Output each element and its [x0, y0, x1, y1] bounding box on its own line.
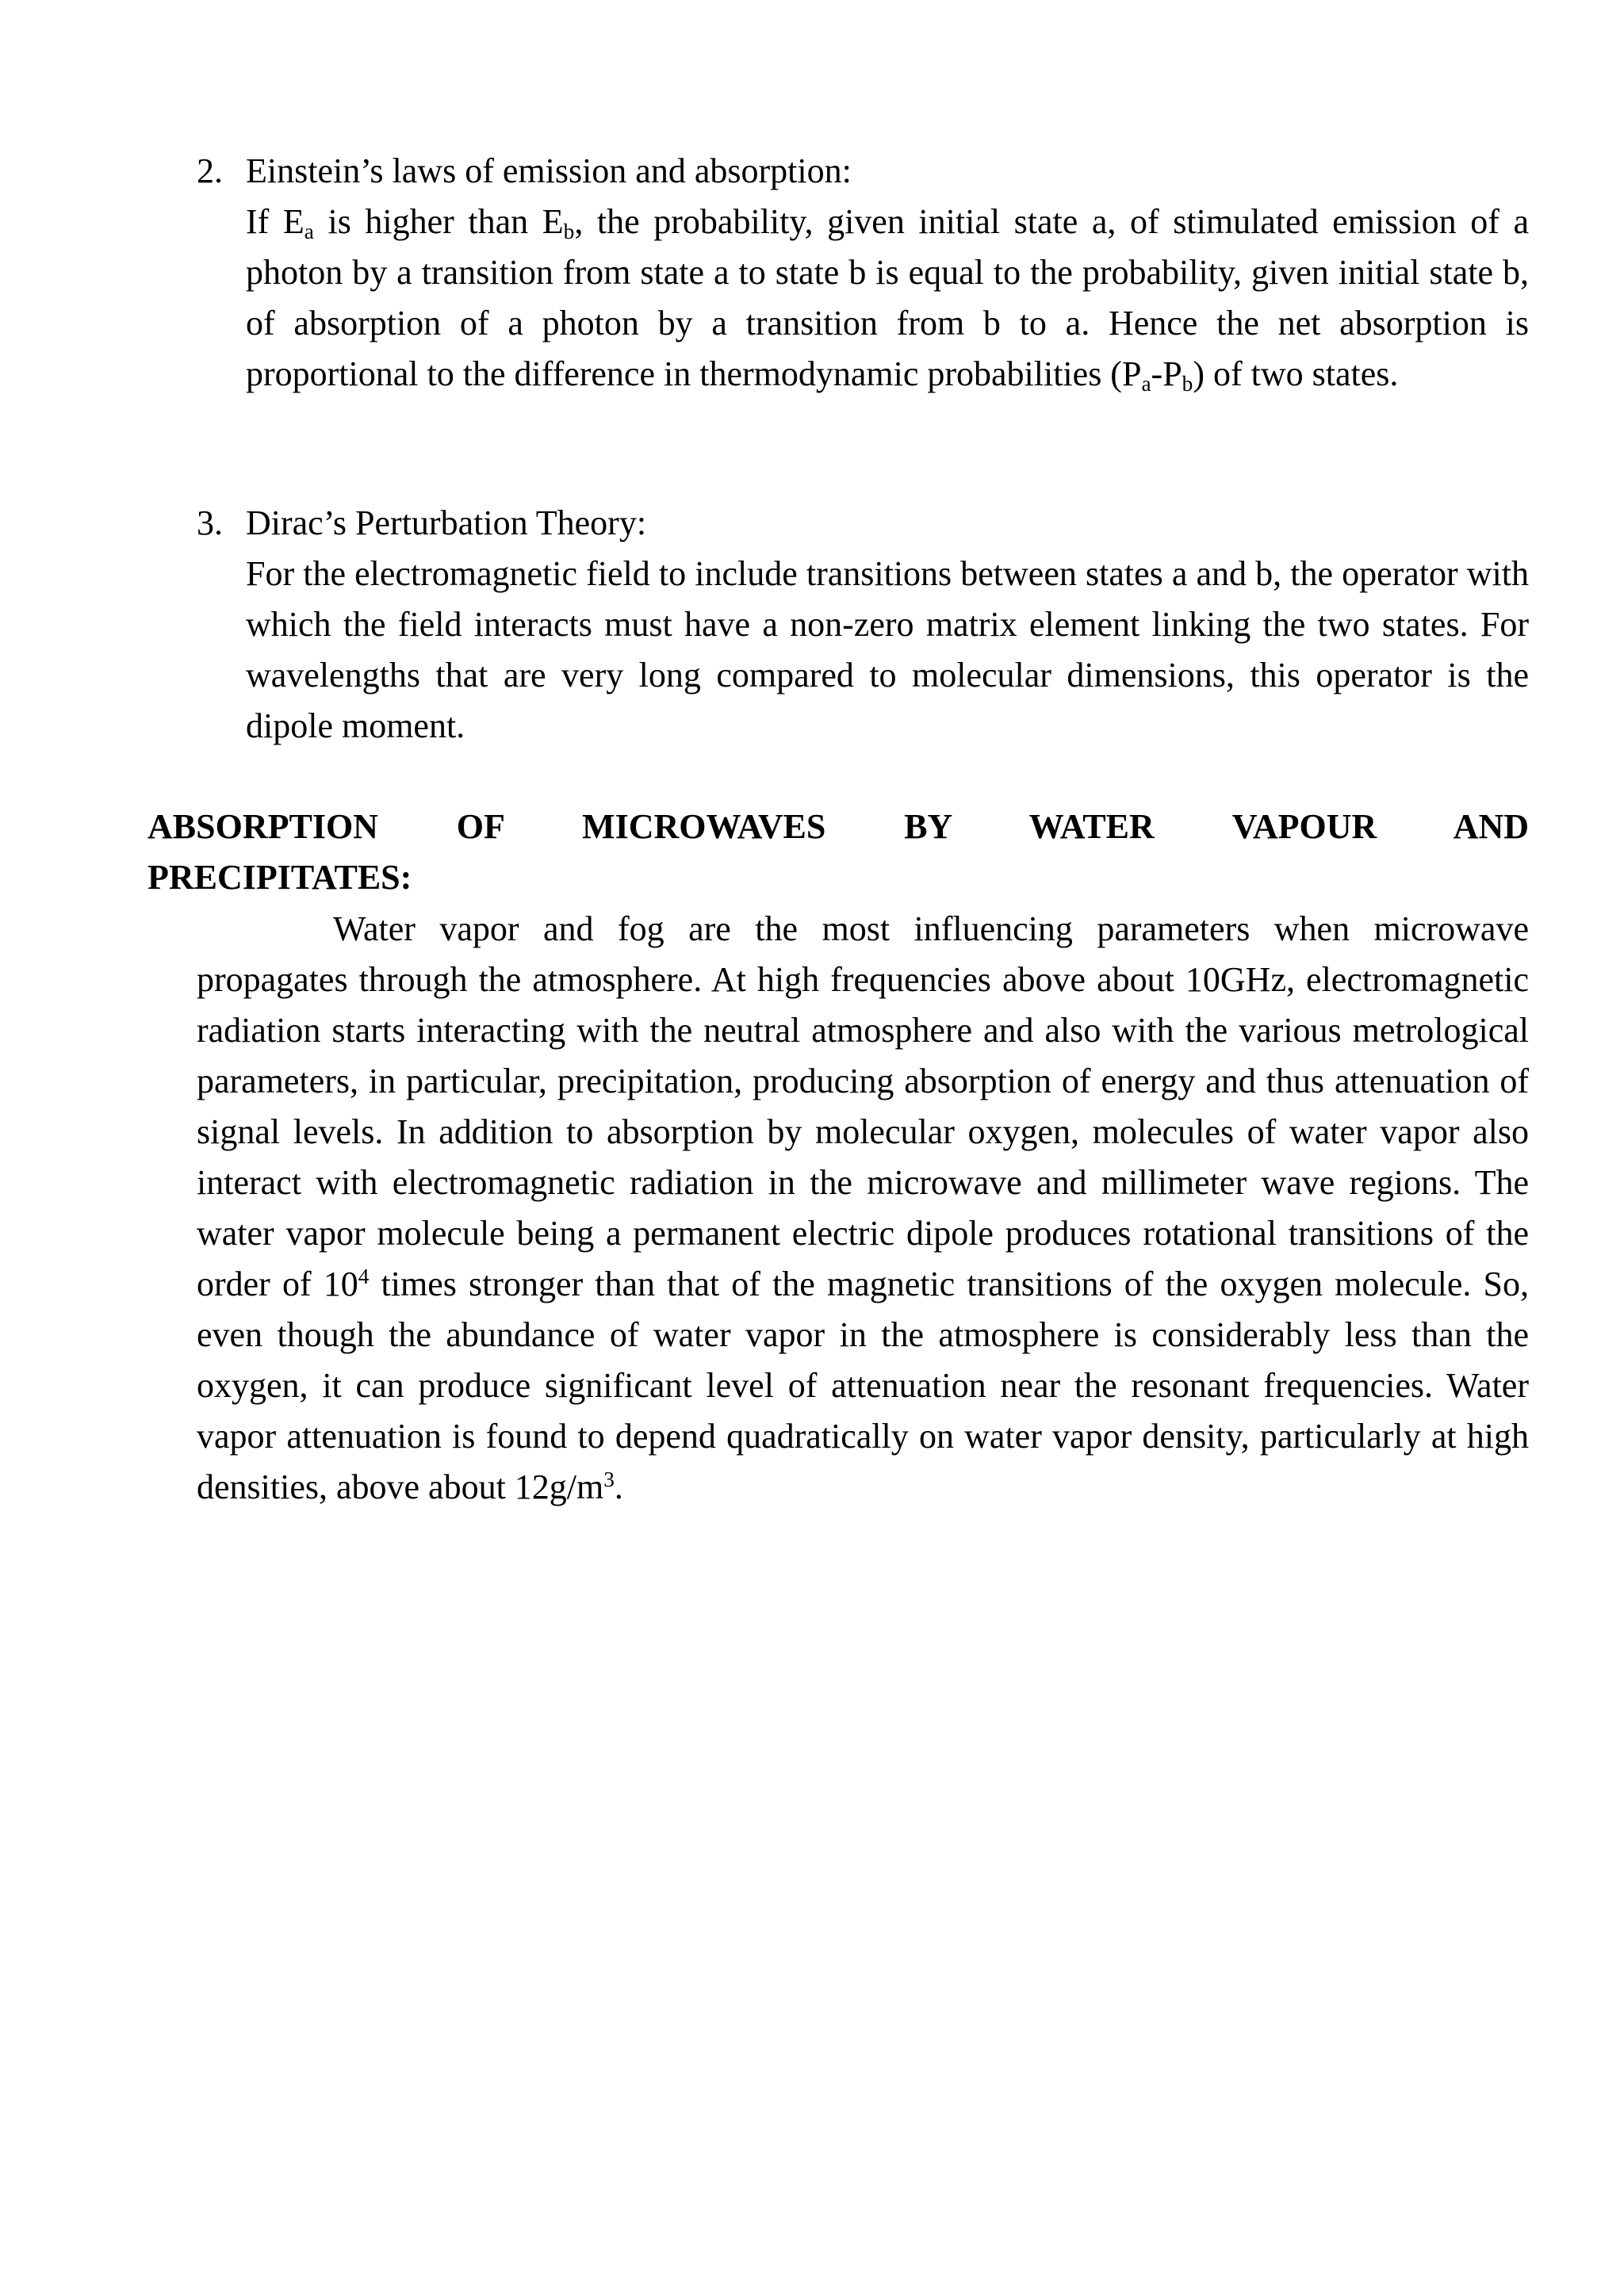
section-heading-line-1: ABSORPTION OF MICROWAVES BY WATER VAPOUR AND — [147, 807, 1529, 846]
text-segment: ) of two states. — [1193, 354, 1399, 393]
text-segment: times stronger than that of the magnetic transitions of the oxygen molecule. So, even though the abundance of water vapor in the atmosphere is considerably less than the oxygen, it can produce significant level of attenuation near the resonant frequencies. Water vapor attenuation is found to depend quadratically on water vapor density, particularly at high densities, above about 12g/m — [197, 1265, 1529, 1506]
text-segment: is higher than E — [313, 202, 564, 241]
subscript: b — [563, 219, 575, 243]
list-item-title: Einstein’s laws of emission and absorption: — [246, 151, 852, 190]
superscript: 3 — [603, 1468, 615, 1491]
section-heading-line-2: PRECIPITATES: — [147, 858, 412, 897]
section-heading — [147, 802, 1529, 903]
list-number: 2. — [197, 151, 223, 190]
superscript: 4 — [358, 1265, 370, 1288]
body-paragraph — [197, 904, 1529, 1513]
list-item-einstein-laws — [197, 146, 1529, 400]
subscript: a — [1141, 371, 1151, 396]
list-item-content — [246, 146, 1529, 400]
text-segment: Water vapor and fog are the most influencing parameters when microwave propagates through the atmosphere. At high frequencies above about 10GHz, electromagnetic radiation starts interacting with the neutral atmosphere and also with the various metrological parameters, in particular, precipitation, producing absorption of energy and thus attenuation of signal levels. In addition to absorption by molecular oxygen, molecules of water vapor also interact with electromagnetic radiation in the microwave and millimeter wave regions. The water vapor molecule being a permanent electric dipole produces rotational transitions of the order of 10 — [197, 909, 1529, 1303]
text-segment: If E — [246, 202, 304, 241]
subscript: a — [304, 219, 314, 243]
text-segment: , the probability, given initial state a, of stimulated emission of a photon by a transition from state a to state b is equal to the probability, given initial state b, of absorption of a photon by a transition from b to a. Hence the net absorption is proportional to the difference in thermodynamic probabilities (P — [246, 202, 1529, 393]
list-item-body: For the electromagnetic field to include transitions between states a and b, the operator with which the field interacts must have a non-zero matrix element linking the two states. For wavelengths that are very long compared to molecular dimensions, this operator is the dipole moment. — [246, 554, 1529, 745]
list-number: 3. — [197, 503, 223, 542]
list-item-body — [246, 197, 1529, 400]
list-item-content — [246, 498, 1529, 752]
text-segment: -P — [1151, 354, 1182, 393]
subscript: b — [1182, 371, 1193, 396]
list-item-title: Dirac’s Perturbation Theory: — [246, 503, 647, 542]
text-segment: . — [614, 1468, 623, 1506]
list-item-dirac-theory — [197, 498, 1529, 752]
